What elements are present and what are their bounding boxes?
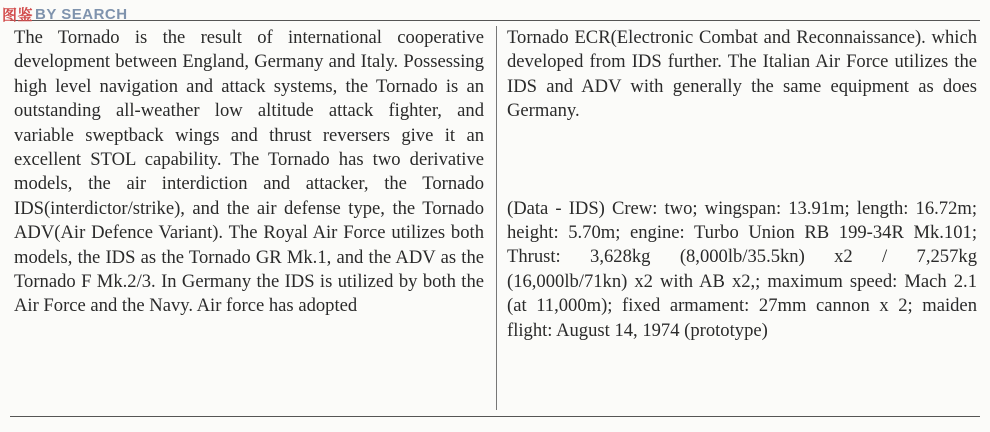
watermark-logo — [2, 4, 128, 25]
right-column — [507, 26, 977, 343]
watermark-cn: 图鉴 — [2, 7, 34, 24]
watermark-en: BY SEARCH — [35, 6, 128, 23]
column-divider — [496, 26, 497, 410]
top-rule — [10, 20, 980, 21]
right-column-intro: Tornado ECR(Electronic Combat and Reconnaissance). which developed from IDS further. The Italian Air Force utilizes the IDS and ADV with generally the same equipment as does Germany. — [507, 27, 977, 122]
left-column-text: The Tornado is the result of international cooperative development between England, Germany and Italy. Possessing high level navigation and attack systems, the Tornado is an outstanding all-weather low altitude attack fighter, and variable sweptback wings and thrust reversers give it an excellent STOL capability. The Tornado has two derivative models, the air interdiction and attacker, the Tornado IDS(interdictor/strike), and the air defense type, the Tornado ADV(Air Defence Variant). The Royal Air Force utilizes both models, the IDS as the Tornado GR Mk.1, and the ADV as the Tornado F Mk.2/3. In Germany the IDS is utilized by both the Air Force and the Navy. Air force has adopted — [14, 27, 484, 317]
left-column — [14, 26, 484, 319]
specifications-text: (Data - IDS) Crew: two; wingspan: 13.91m; length: 16.72m; height: 5.70m; engine: Turbo Union RB 199-34R Mk.101; Thrust: 3,628kg (8,000lb/35.5kn) x2 / 7,257kg (16,000lb/71kn) x2 with AB x2,; maximum speed: Mach 2.1 (at 11,000m); fixed armament: 27mm cannon x 2; maiden flight: August 14, 1974 (prototype) — [507, 197, 977, 341]
bottom-rule — [10, 416, 980, 417]
